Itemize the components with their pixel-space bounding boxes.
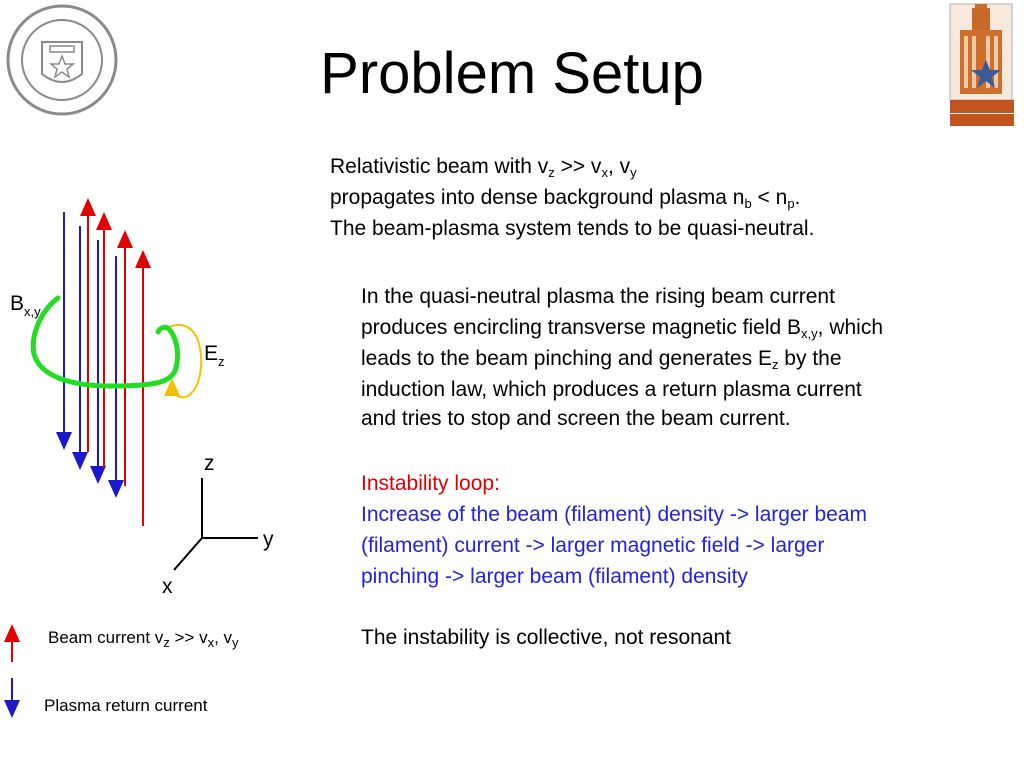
intro-text: , v [607, 155, 631, 178]
intro-line-1 [330, 151, 637, 182]
subscript: y [630, 165, 637, 180]
were-texas-logo [946, 2, 1020, 128]
explanation-text: leads to the beam pinching and generates E [361, 347, 772, 370]
intro-text: >> v [554, 155, 602, 178]
explanation-text: , which [817, 316, 884, 339]
e-field-label: $E_z$ [204, 342, 225, 369]
instability-heading: Instability loop: [361, 472, 500, 495]
explanation-line-5: and tries to stop and screen the beam current. [361, 407, 791, 430]
instability-line-1: Increase of the beam (filament) density -> larger beam [361, 503, 867, 526]
subscript: z [548, 165, 555, 180]
legend-icons [0, 622, 30, 722]
b-field-loop [33, 298, 177, 386]
explanation-line-1: In the quasi-neutral plasma the rising beam current [361, 285, 835, 308]
b-field-label: $B_{x,y}$ [10, 292, 41, 319]
legend-plasma-label: Plasma return current [44, 696, 208, 715]
explanation-line-3 [361, 343, 842, 374]
explanation-line-4: induction law, which produces a return plasma current [361, 378, 862, 401]
university-seal-logo [4, 2, 120, 118]
explanation-text: by the [778, 347, 842, 370]
subscript: x [207, 635, 215, 650]
x-axis-label: x [162, 575, 173, 598]
intro-line-2 [330, 182, 800, 213]
subscript: z [771, 357, 779, 372]
subscript: y [232, 635, 239, 650]
instability-line-2: (filament) current -> larger magnetic field -> larger [361, 534, 825, 557]
intro-text: Relativistic beam with v [330, 155, 549, 178]
x-axis [174, 538, 202, 570]
legend-text: >> v [169, 628, 208, 647]
intro-line-3: The beam-plasma system tends to be quasi-neutral. [330, 217, 815, 240]
explanation-text: produces encircling transverse magnetic field B [361, 316, 802, 339]
subscript: x,y [801, 326, 818, 341]
beam-plasma-diagram [0, 190, 330, 610]
slide-title: Problem Setup [320, 41, 704, 106]
subscript: z [163, 635, 170, 650]
subscript: b [744, 196, 752, 211]
legend-text: , v [214, 628, 233, 647]
intro-text: . [794, 186, 801, 209]
explanation-line-2 [361, 312, 883, 343]
z-axis-label: z [204, 452, 215, 475]
intro-text: < n [751, 186, 788, 209]
subscript: p [787, 196, 795, 211]
e-field-loop [164, 325, 201, 397]
intro-text: propagates into dense background plasma n [330, 186, 745, 209]
legend-text: Beam current v [48, 628, 164, 647]
y-axis-label: y [263, 528, 274, 551]
legend-beam-label [48, 626, 239, 650]
subscript: x [601, 165, 608, 180]
conclusion-text: The instability is collective, not resonant [361, 626, 732, 649]
instability-line-3: pinching -> larger beam (filament) density [361, 565, 748, 588]
